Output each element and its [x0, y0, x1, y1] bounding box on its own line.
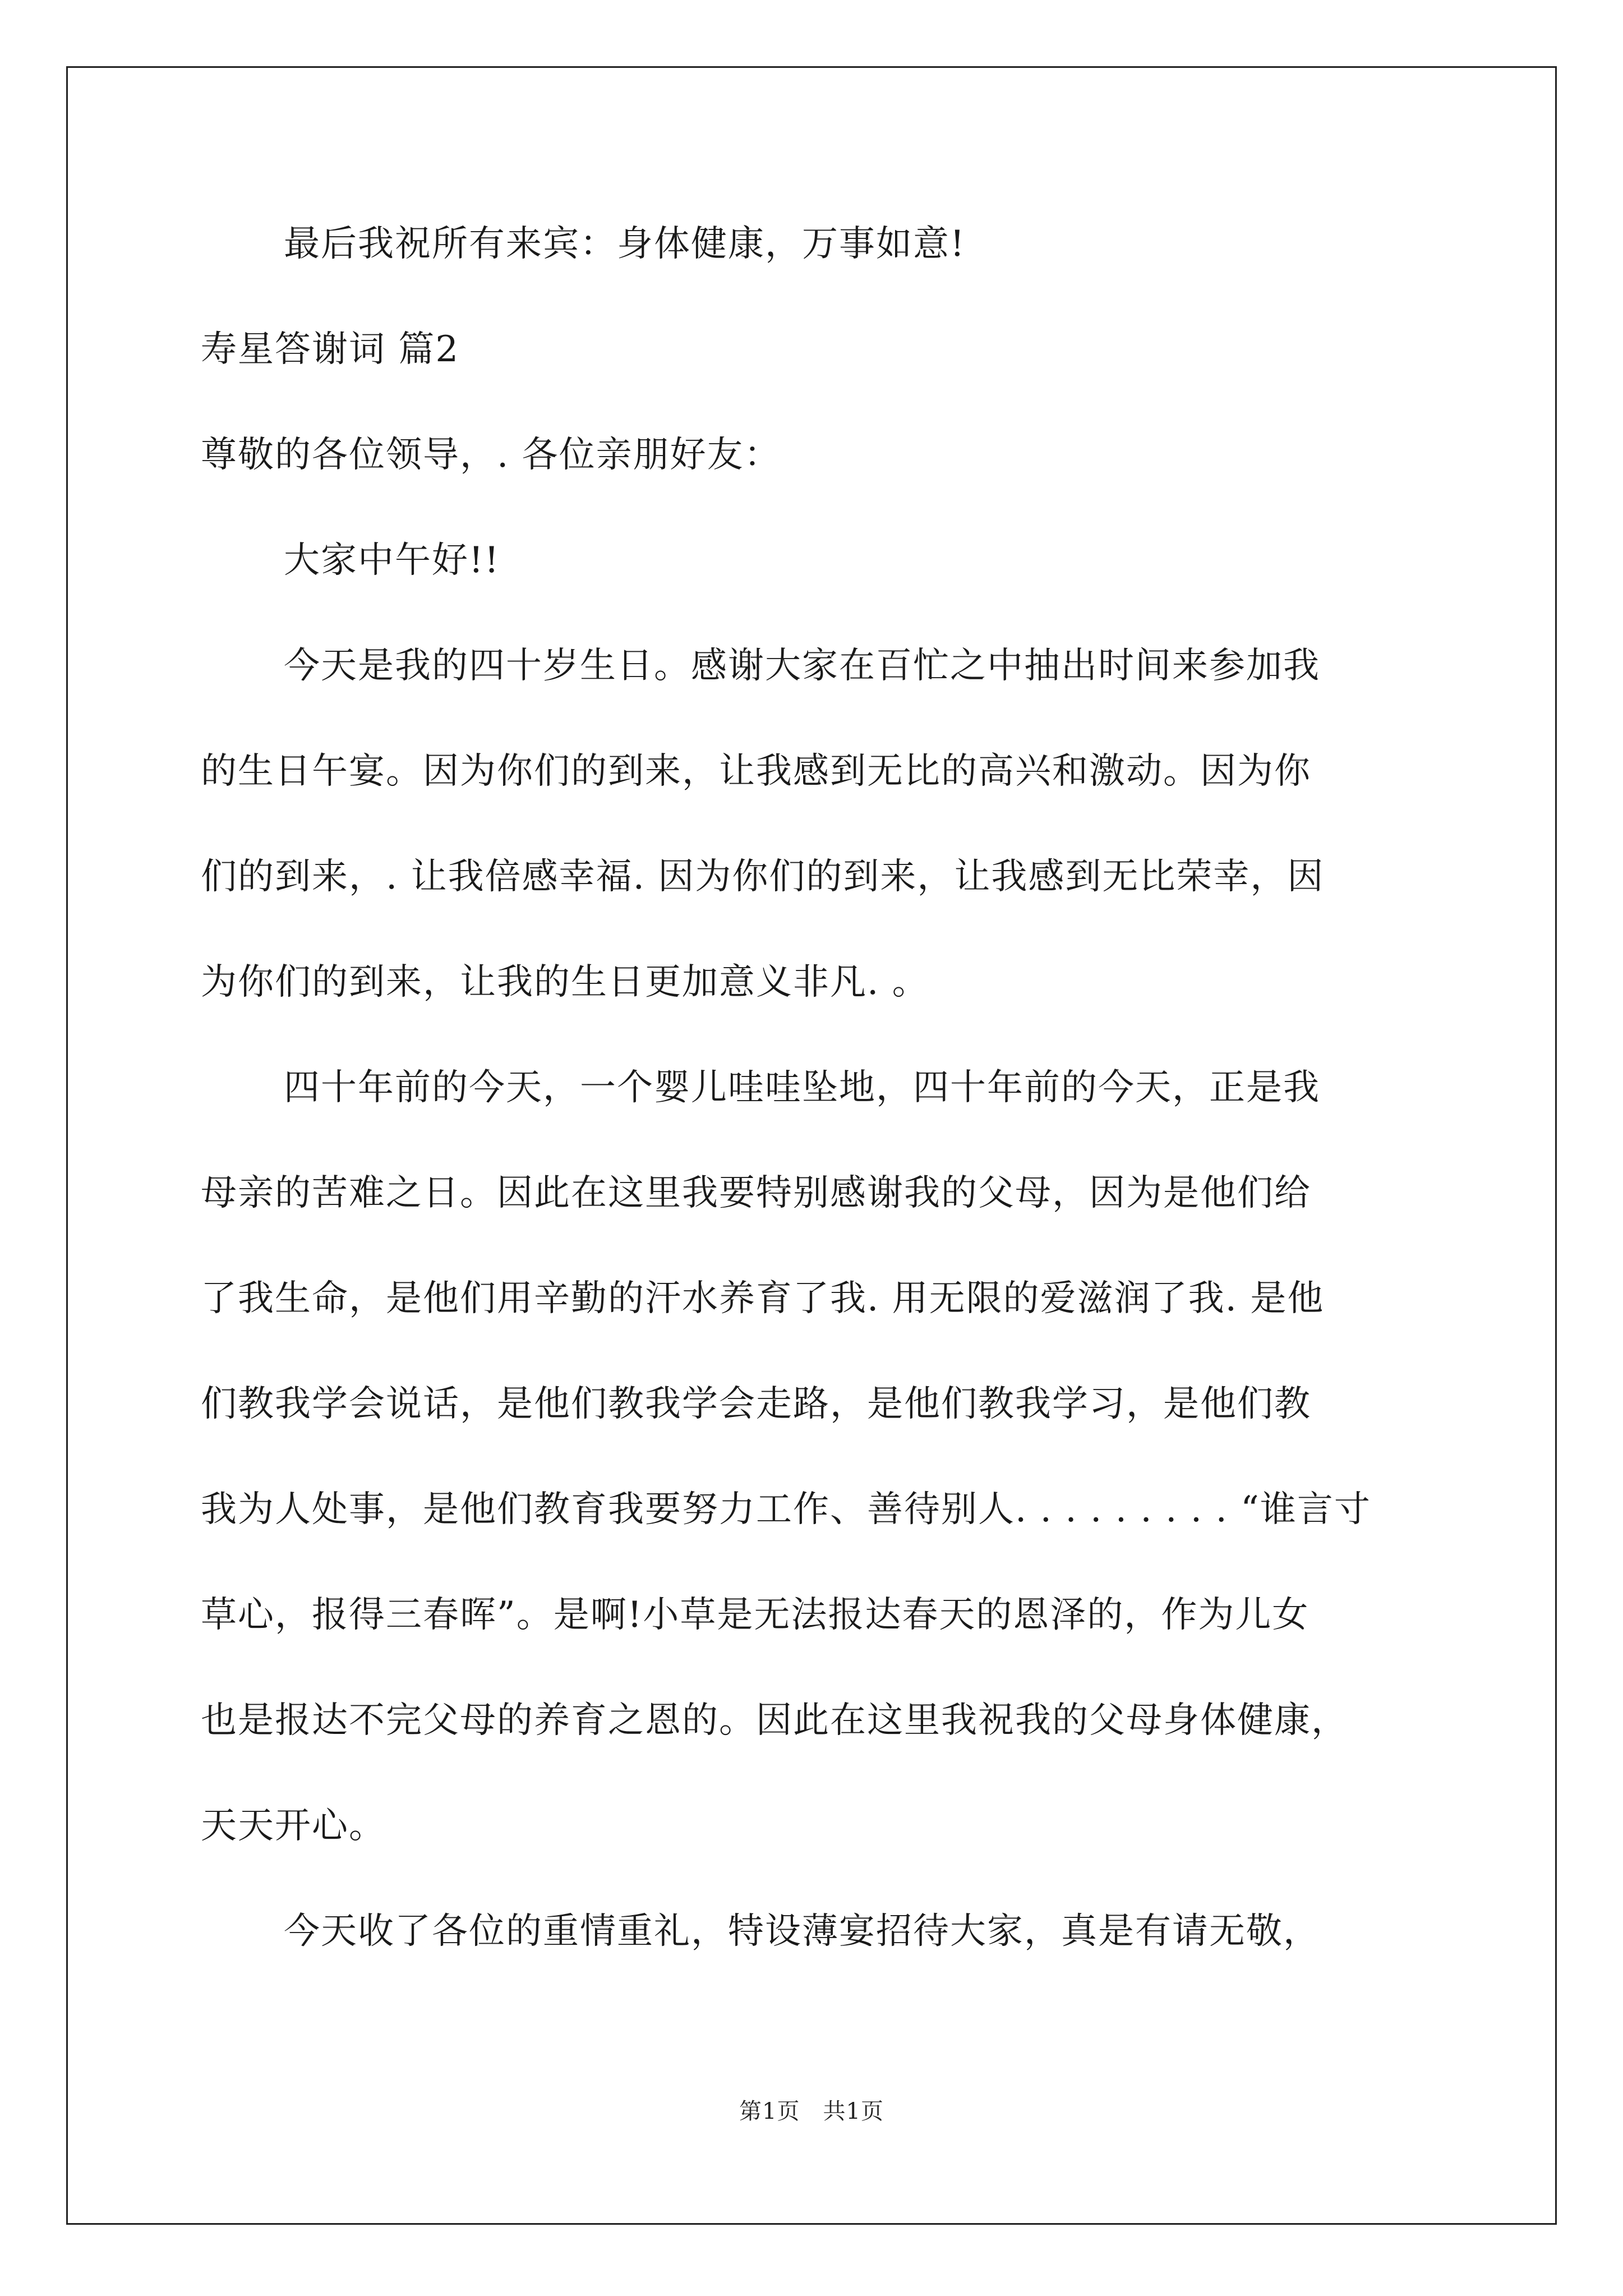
paragraph-2-line-4: 们教我学会说话，是他们教我学会走路，是他们教我学习，是他们教 — [201, 1383, 1311, 1425]
greeting-line: 大家中午好!! — [284, 540, 500, 581]
paragraph-3-line-1: 今天收了各位的重情重礼，特设薄宴招待大家，真是有请无敬， — [284, 1911, 1320, 1952]
paragraph-1-line-4: 为你们的到来，让我的生日更加意义非凡. 。 — [201, 961, 929, 1003]
page-number-footer: 第1页 共1页 — [739, 2099, 884, 2124]
paragraph-2-line-2: 母亲的苦难之日。因此在这里我要特别感谢我的父母，因为是他们给 — [201, 1172, 1311, 1214]
salutation-line: 尊敬的各位领导，. 各位亲朋好友： — [201, 434, 781, 476]
paragraph-1-line-2: 的生日午宴。因为你们的到来，让我感到无比的高兴和激动。因为你 — [201, 751, 1311, 792]
paragraph-1-line-3: 们的到来，. 让我倍感幸福. 因为你们的到来，让我感到无比荣幸，因 — [201, 856, 1325, 898]
paragraph-2-line-6: 草心，报得三春晖”。是啊!小草是无法报达春天的恩泽的，作为儿女 — [201, 1594, 1310, 1636]
paragraph-2-line-7: 也是报达不完父母的养育之恩的。因此在这里我祝我的父母身体健康， — [201, 1700, 1348, 1741]
paragraph-2-line-3: 了我生命，是他们用辛勤的汗水养育了我. 用无限的爱滋润了我. 是他 — [201, 1278, 1325, 1319]
closing-wish-line: 最后我祝所有来宾：身体健康，万事如意! — [284, 223, 966, 265]
paragraph-2-line-8: 天天开心。 — [201, 1805, 386, 1847]
paragraph-2-line-5: 我为人处事，是他们教育我要努力工作、善待别人. . . . . . . . . “谁言寸 — [201, 1489, 1371, 1530]
document-body — [201, 213, 1435, 2006]
paragraph-1-line-1: 今天是我的四十岁生日。感谢大家在百忙之中抽出时间来参加我 — [284, 645, 1320, 687]
paragraph-2-line-1: 四十年前的今天，一个婴儿哇哇坠地，四十年前的今天，正是我 — [284, 1067, 1320, 1108]
section-heading: 寿星答谢词 篇2 — [201, 329, 460, 370]
